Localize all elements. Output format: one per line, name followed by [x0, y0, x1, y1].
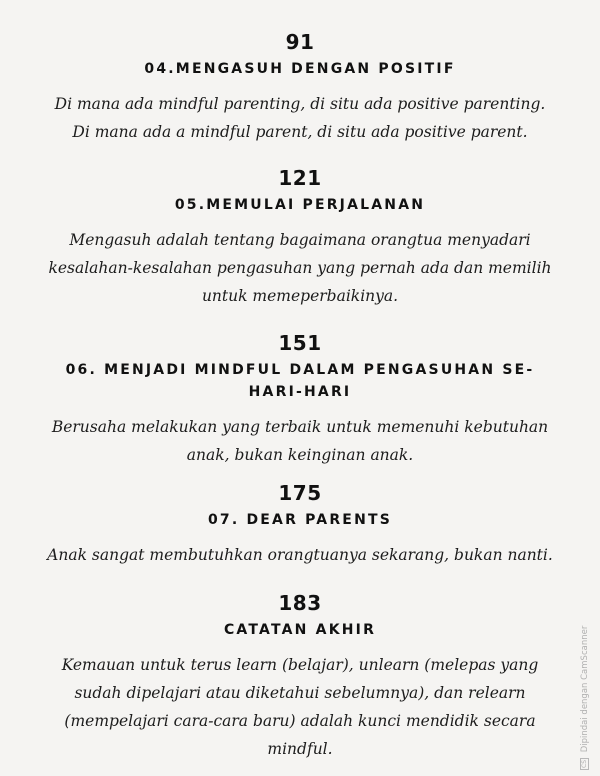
toc-entry-catatan-akhir: [40, 591, 560, 763]
toc-entry-05: [40, 166, 560, 310]
quote-line: anak, bukan keinginan anak.: [186, 446, 414, 464]
page-number: 151: [278, 331, 322, 355]
toc-entry-06: [40, 331, 560, 469]
quote-line: (mempelajari cara-cara baru) adalah kunci mendidik secara: [64, 712, 536, 730]
chapter-quote: [40, 90, 560, 146]
chapter-quote: [40, 541, 560, 569]
quote-line: untuk memeperbaikinya.: [201, 287, 399, 305]
chapter-quote: [40, 226, 560, 310]
toc-entry-07: [40, 481, 560, 569]
quote-line: Berusaha melakukan yang terbaik untuk memenuhi kebutuhan: [51, 418, 549, 436]
scanner-watermark: [580, 625, 594, 770]
chapter-title: [40, 359, 560, 403]
chapter-quote: [40, 413, 560, 469]
chapter-title: CATATAN AKHIR: [223, 622, 377, 638]
quote-line: kesalahan-kesalahan pengasuhan yang pernah ada dan memilih: [48, 259, 552, 277]
page-number: 183: [278, 591, 322, 615]
quote-line: Kemauan untuk terus learn (belajar), unlearn (melepas yang: [61, 656, 539, 674]
quote-line: Mengasuh adalah tentang bagaimana orangtua menyadari: [69, 231, 531, 249]
toc-entry-04: [40, 30, 560, 146]
page-number: 91: [285, 30, 315, 54]
quote-line: Anak sangat membutuhkan orangtuanya sekarang, bukan nanti.: [47, 546, 553, 564]
chapter-title-line: 06. MENJADI MINDFUL DALAM PENGASUHAN SE-: [65, 362, 535, 378]
page-number: 175: [278, 481, 322, 505]
camscanner-logo-icon: CS: [581, 760, 588, 768]
quote-line: mindful.: [267, 740, 333, 758]
chapter-quote: [40, 651, 560, 763]
chapter-title: 05.MEMULAI PERJALANAN: [174, 197, 426, 213]
quote-line: sudah dipelajari atau diketahui sebelumnya), dan relearn: [74, 684, 526, 702]
page-number: 121: [278, 166, 322, 190]
quote-line: Di mana ada a mindful parent, di situ ada positive parent.: [72, 123, 528, 141]
quote-line: Di mana ada mindful parenting, di situ ada positive parenting.: [54, 95, 546, 113]
chapter-title-line: HARI-HARI: [248, 384, 352, 400]
chapter-title: 04.MENGASUH DENGAN POSITIF: [144, 61, 456, 77]
watermark-text: Dipindai dengan CamScanner: [580, 625, 590, 753]
chapter-title: 07. DEAR PARENTS: [207, 512, 393, 528]
